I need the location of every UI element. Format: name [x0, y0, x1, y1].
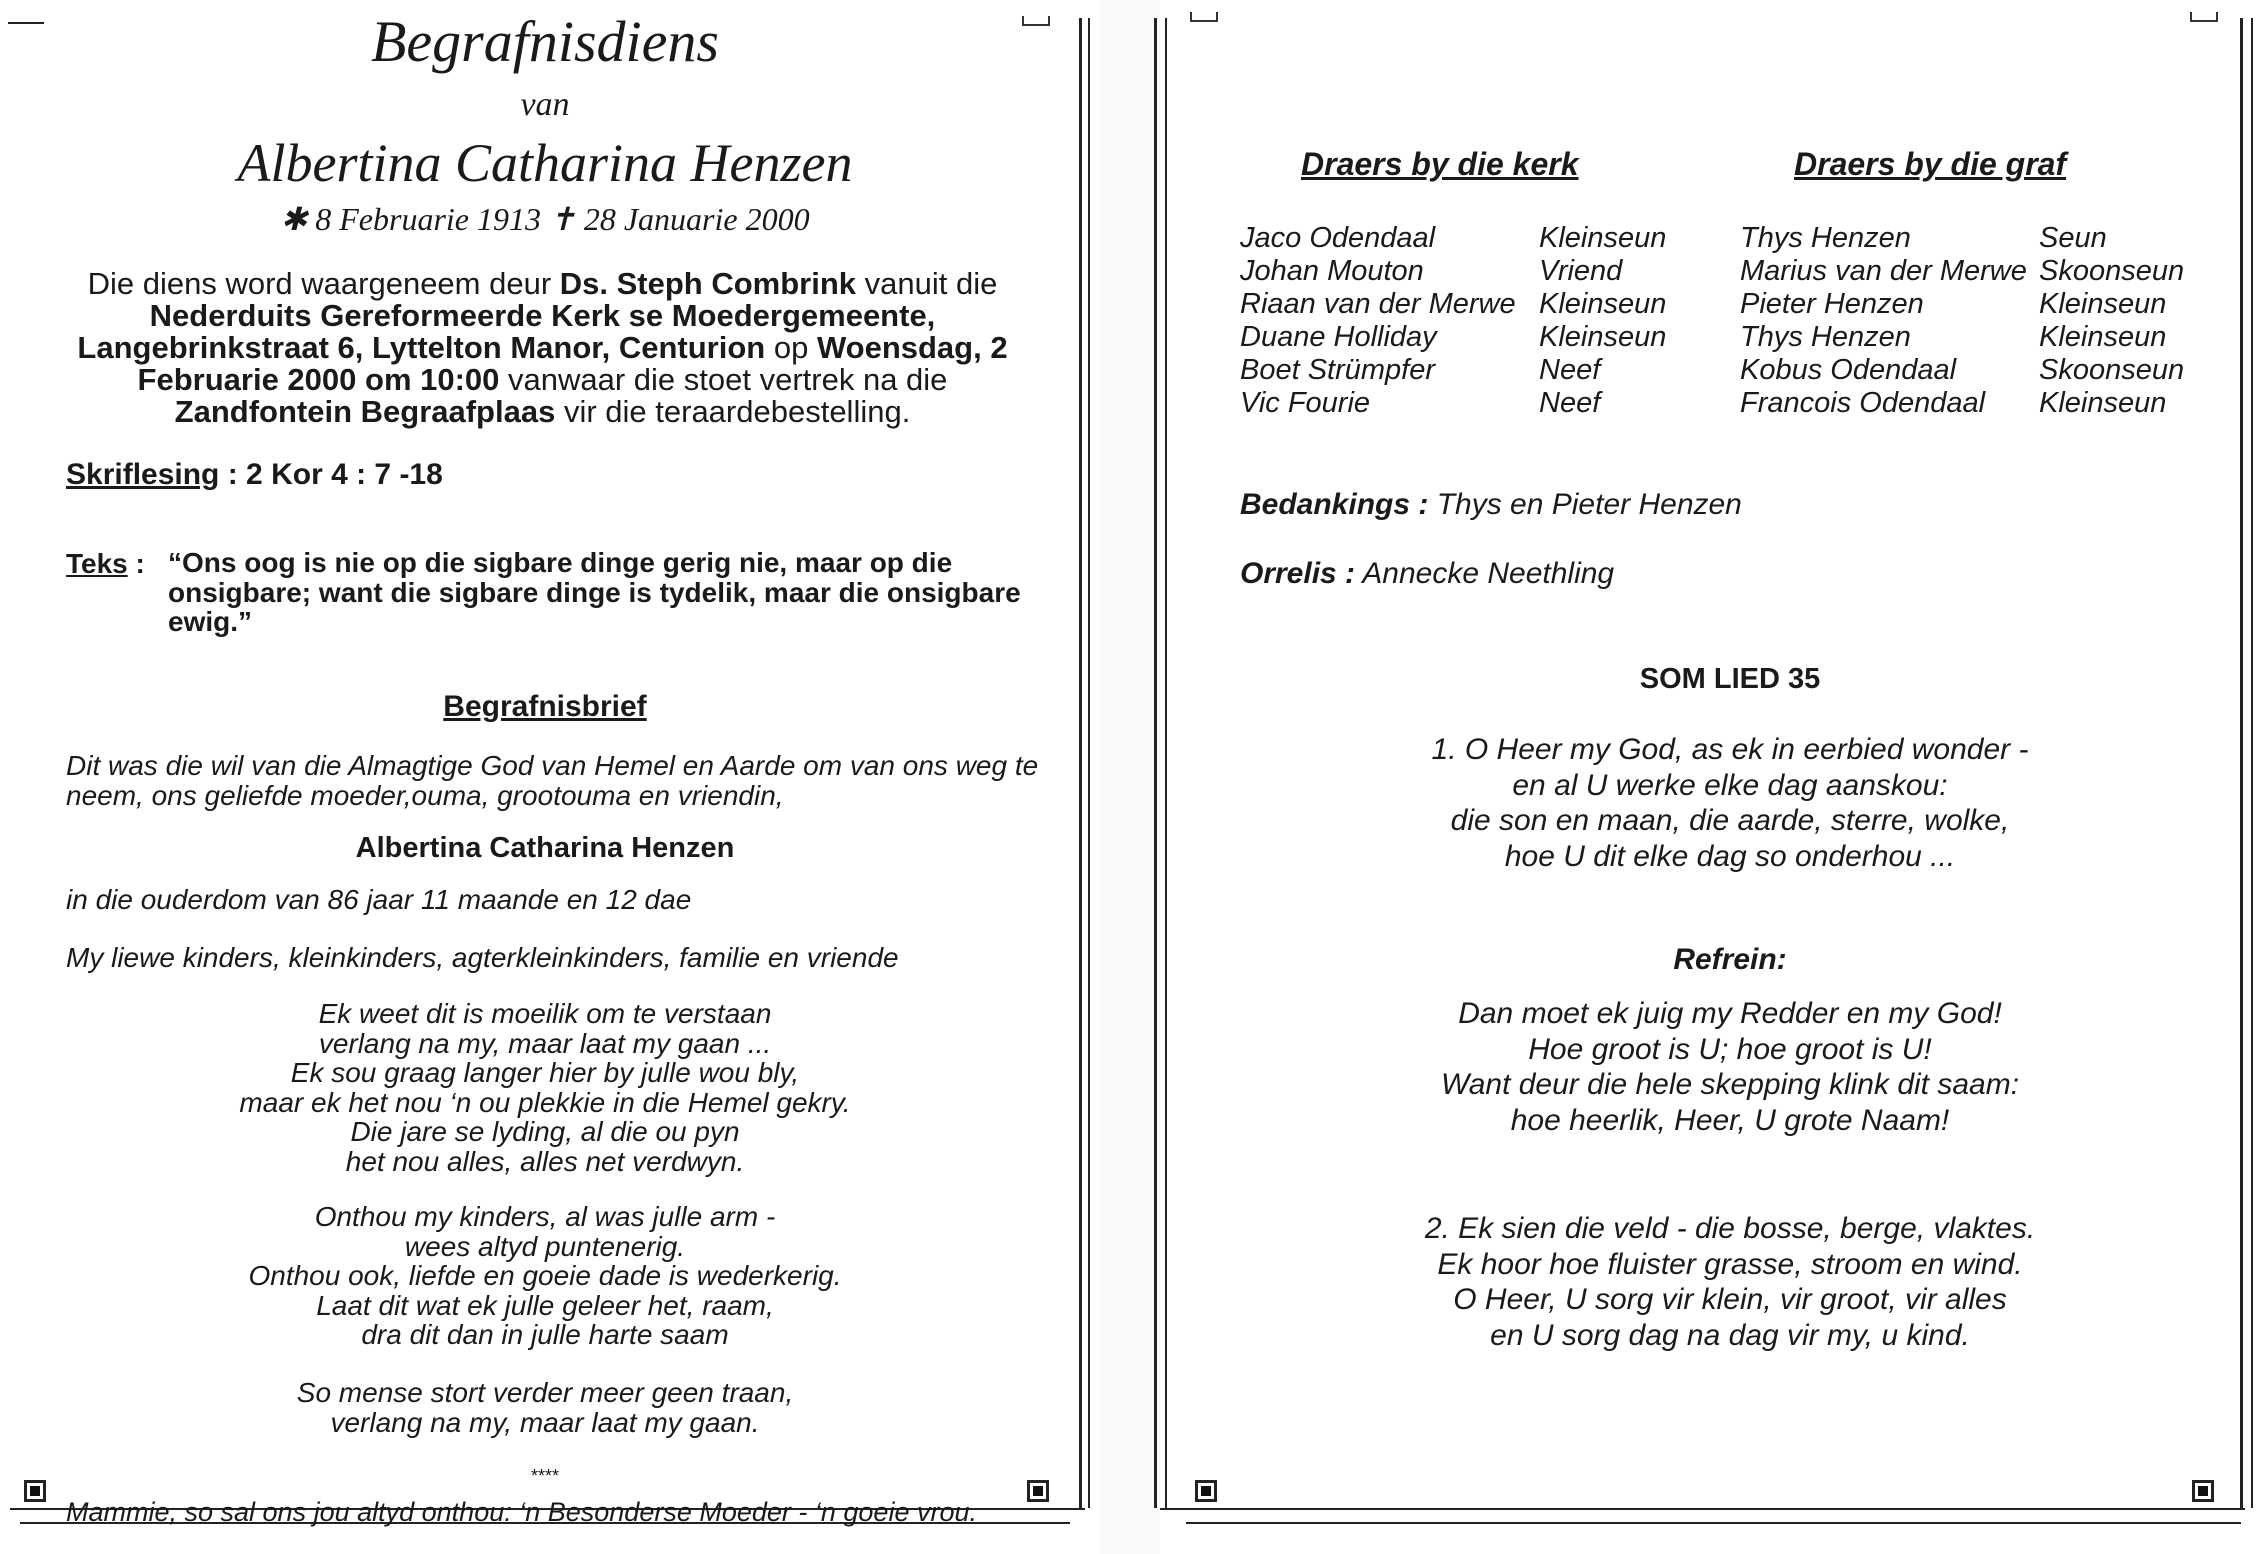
- poem-line: Die jare se lyding, al die ou pyn: [350, 1116, 740, 1147]
- frame-line: [2251, 18, 2253, 1508]
- hymn-line: 2. Ek sien die veld - die bosse, berge, vlaktes.: [1424, 1212, 2036, 1245]
- bearer-name: Boet Strümpfer: [1240, 354, 1436, 386]
- text-colon: :: [135, 548, 145, 579]
- poem-line: Onthou my kinders, al was julle arm -: [314, 1201, 776, 1232]
- organist-line: [1240, 557, 1614, 591]
- intro-text: vanwaar die stoet vertrek na die: [499, 362, 948, 397]
- deceased-name-title: Albertina Catharina Henzen: [237, 133, 853, 193]
- frame-tab: [2190, 12, 2218, 22]
- poem-line: wees altyd puntenerig.: [404, 1230, 686, 1262]
- hymn-line: Hoe groot is U; hoe groot is U!: [1528, 1032, 1932, 1066]
- bearer-relation: Neef: [1539, 354, 1601, 386]
- bearer-relation: Vriend: [1539, 255, 1623, 287]
- bearer-name: Kobus Odendaal: [1740, 354, 1957, 386]
- right-page: [1160, 0, 2261, 1554]
- hymn-line: en al U werke elke dag aanskou:: [1512, 768, 1948, 802]
- poem-line: dra dit dan in julle harte saam: [361, 1319, 729, 1350]
- bearer-name: Duane Holliday: [1240, 321, 1437, 353]
- table-row: [1240, 321, 1666, 354]
- frame-tab: [1190, 12, 1218, 22]
- hymn-line: Dan moet ek juig my Redder en my God!: [1458, 997, 2002, 1030]
- hymn-title: SOM LIED 35: [1639, 663, 1821, 695]
- hymn-refrain: [1220, 996, 2240, 1138]
- corner-ornament: [2192, 1480, 2214, 1502]
- hymn-line: Want deur die hele skepping klink dit saam:: [1440, 1068, 2020, 1101]
- thanks-names: Thys en Pieter Henzen: [1428, 488, 1742, 521]
- scripture-reading: [66, 458, 443, 492]
- separator-stars: ****: [530, 1466, 560, 1486]
- bearer-name: Jaco Odendaal: [1240, 222, 1436, 254]
- hymn-verse-2: [1220, 1211, 2240, 1353]
- table-row: [1740, 387, 2184, 420]
- bearer-relation: Kleinseun: [1539, 288, 1667, 320]
- church-name: Nederduits Gereformeerde Kerk se Moedergemeente, Langebrinkstraat 6, Lyttelton Manor, Centurion: [77, 298, 936, 365]
- bearer-relation: Kleinseun: [2039, 387, 2167, 419]
- bearer-relation: Neef: [1539, 387, 1601, 419]
- bearer-name: Francois Odendaal: [1740, 387, 1986, 419]
- corner-ornament: [1195, 1480, 1217, 1502]
- closing-line: Mammie, so sal ons jou altyd onthou: ‘n Besonderse Moeder - ‘n goeie vrou.: [66, 1497, 977, 1527]
- poem-stanza-1: [0, 999, 1090, 1176]
- service-title: Begrafnisdiens: [371, 9, 719, 74]
- scripture-reference: : 2 Kor 4 : 7 -18: [227, 458, 443, 491]
- church-bearers-heading: Draers by die kerk: [1301, 146, 1579, 182]
- poem-line: Ek sou graag langer hier by julle wou bly,: [290, 1057, 800, 1088]
- poem-line: het nou alles, alles net verdwyn.: [345, 1145, 745, 1177]
- intro-text: Die diens word waargeneem deur: [87, 266, 560, 301]
- life-dates: ✱ 8 Februarie 1913 ✝ 28 Januarie 2000: [280, 201, 810, 237]
- bearer-name: Marius van der Merwe: [1740, 255, 2027, 287]
- hymn-line: Ek hoor hoe fluister grasse, stroom en wind.: [1437, 1247, 2023, 1281]
- bearer-relation: Kleinseun: [2039, 288, 2167, 320]
- bearer-relation: Skoonseun: [2039, 255, 2185, 287]
- refrain-label: Refrein:: [1673, 943, 1787, 976]
- letter-heading: Begrafnisbrief: [443, 690, 647, 723]
- hymn-line: die son en maan, die aarde, sterre, wolke,: [1450, 804, 2010, 837]
- bearer-relation: Kleinseun: [1539, 222, 1667, 254]
- grave-bearers-heading: Draers by die graf: [1794, 146, 2067, 182]
- poem-line: Laat dit wat ek julle geleer het, raam,: [316, 1289, 774, 1321]
- poem-line: verlang na my, maar laat my gaan ...: [318, 1027, 772, 1059]
- minister-name: Ds. Steph Combrink: [559, 266, 857, 301]
- hymn-line: 1. O Heer my God, as ek in eerbied wonder -: [1431, 733, 2029, 766]
- organist-label: Orrelis :: [1240, 557, 1356, 590]
- poem-line: verlang na my, maar laat my gaan.: [330, 1406, 760, 1438]
- bearer-name: Pieter Henzen: [1740, 288, 1924, 320]
- thanks-line: [1240, 488, 1742, 522]
- intro-text: vanuit die: [856, 266, 998, 301]
- poem-line: So mense stort verder meer geen traan,: [296, 1377, 794, 1408]
- table-row: [1740, 321, 2184, 354]
- bearer-relation: Skoonseun: [2039, 354, 2185, 386]
- poem-line: Onthou ook, liefde en goeie dade is wederkerig.: [248, 1260, 842, 1291]
- cemetery-name: Zandfontein Begraafplaas: [174, 394, 556, 429]
- hymn-line: O Heer, U sorg vir klein, vir groot, vir alles: [1453, 1283, 2007, 1316]
- frame-line: [1186, 1522, 2241, 1524]
- poem-stanza-2: [0, 1202, 1090, 1350]
- service-intro: [60, 268, 1025, 428]
- intro-text: vir die teraardebestelling.: [555, 394, 911, 429]
- bearer-name: Vic Fourie: [1240, 387, 1371, 419]
- left-page: [0, 0, 1100, 1554]
- poem-line: maar ek het nou ‘n ou plekkie in die Hemel gekry.: [239, 1086, 851, 1118]
- letter-salutation: My liewe kinders, kleinkinders, agterkleinkinders, familie en vriende: [66, 942, 899, 973]
- bearer-relation: Kleinseun: [1539, 321, 1667, 353]
- bearer-relation: Kleinseun: [2039, 321, 2167, 353]
- text-label: Teks: [66, 548, 128, 579]
- table-row: [1240, 255, 1666, 288]
- organist-name: Annecke Neethling: [1355, 557, 1615, 590]
- bearer-name: Johan Mouton: [1240, 255, 1424, 287]
- hymn-line: hoe heerlik, Heer, U grote Naam!: [1510, 1103, 1950, 1137]
- van-word: van: [520, 86, 570, 123]
- poem-stanza-3: [0, 1378, 1090, 1437]
- letter-opening: Dit was die wil van die Almagtige God van Hemel en Aarde om van ons weg te neem, ons geliefde moeder,ouma, grootouma en vriendin,: [66, 750, 1039, 811]
- grave-bearers-table: [1740, 222, 2184, 420]
- bearer-relation: Seun: [2039, 222, 2107, 254]
- church-bearers-table: [1240, 222, 1666, 420]
- table-row: [1740, 288, 2184, 321]
- bearer-name: Thys Henzen: [1740, 321, 1911, 353]
- poem-line: Ek weet dit is moeilik om te verstaan: [318, 998, 772, 1029]
- frame-line: [1165, 18, 1167, 1508]
- deceased-age: in die ouderdom van 86 jaar 11 maande en 12 dae: [66, 884, 692, 915]
- frame-line: [2240, 18, 2243, 1508]
- table-row: [1240, 222, 1666, 255]
- frame-line: [1160, 1508, 2245, 1510]
- hymn-verse-1: [1220, 732, 2240, 874]
- table-row: [1240, 354, 1666, 387]
- service-datetime: Woensdag, 2 Februarie 2000 om 10:00: [137, 330, 1008, 397]
- frame-line: [1154, 18, 1157, 1508]
- thanks-label: Bedankings :: [1240, 488, 1429, 521]
- table-row: [1240, 288, 1666, 321]
- text-label-wrap: [66, 548, 145, 580]
- intro-text: op: [765, 330, 817, 365]
- bearer-name: Riaan van der Merwe: [1240, 288, 1516, 320]
- scripture-quote: “Ons oog is nie op die sigbare dinge gerig nie, maar op die onsigbare; want die sigbare dinge is tydelik, maar die onsigbare ewig.”: [168, 547, 1021, 637]
- letter-deceased-name: Albertina Catharina Henzen: [355, 832, 735, 864]
- table-row: [1740, 222, 2184, 255]
- hymn-line: en U sorg dag na dag vir my, u kind.: [1490, 1318, 1970, 1352]
- table-row: [1740, 354, 2184, 387]
- hymn-line: hoe U dit elke dag so onderhou ...: [1504, 839, 1956, 873]
- bearer-name: Thys Henzen: [1740, 222, 1911, 254]
- scripture-label: Skriflesing: [66, 458, 220, 491]
- table-row: [1740, 255, 2184, 288]
- table-row: [1240, 387, 1666, 420]
